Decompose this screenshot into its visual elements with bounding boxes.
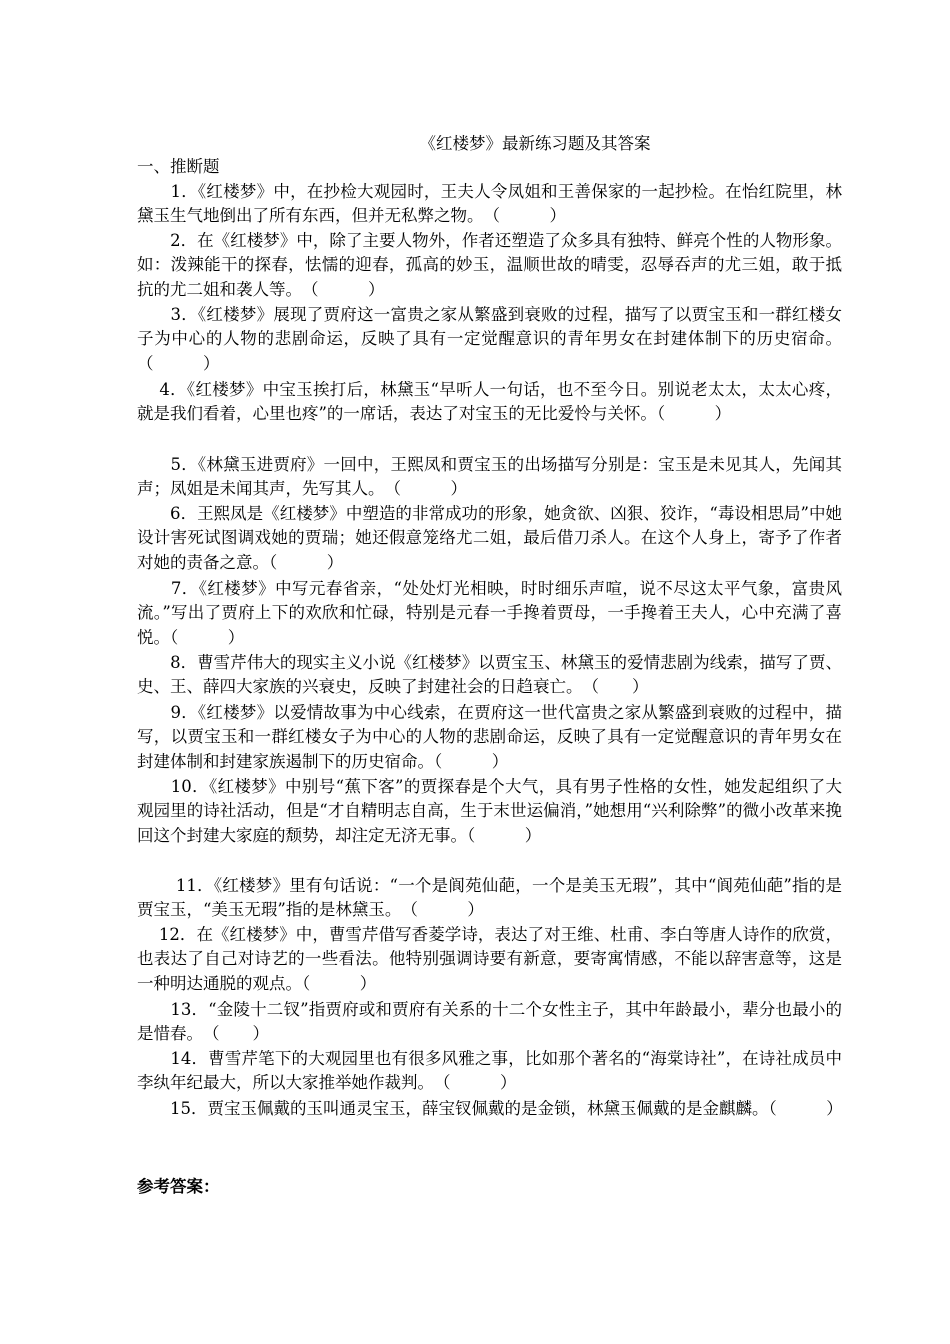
question-text: 13．“金陵十二钗”指贾府或和贾府有关系的十二个女性主子，其中年龄最小，辈分也最小的是惜春。 （ ） <box>137 1000 842 1044</box>
question-5 <box>137 453 842 502</box>
question-text: 8．曹雪芹伟大的现实主义小说《红楼梦》以贾宝玉、林黛玉的爱情悲剧为线索，描写了贾、史、王、薛四大家族的兴衰史，反映了封建社会的日趋衰亡。 （ ） <box>137 653 842 697</box>
question-1 <box>137 180 842 229</box>
question-15 <box>137 1097 842 1121</box>
document-title: 《红楼梦》最新练习题及其答案 <box>419 134 651 153</box>
question-9 <box>137 701 842 774</box>
question-6 <box>137 502 842 575</box>
question-4 <box>137 378 842 427</box>
question-text: 3．《红楼梦》展现了贾府这一富贵之家从繁盛到衰败的过程，描写了以贾宝玉和一群红楼女子为中心的人物的悲剧命运，反映了具有一定觉醒意识的青年男女在封建体制下的历史宿命。（ ） <box>137 305 842 373</box>
question-text: 2．在《红楼梦》中，除了主要人物外，作者还塑造了众多具有独特、鲜亮个性的人物形象。如：泼辣能干的探春，怯懦的迎春，孤高的妙玉，温顺世故的晴雯，忍辱吞声的尤三姐，敢于抵抗的尤二姐和袭人等。 （ ） <box>137 231 842 299</box>
question-2 <box>137 229 842 302</box>
question-text: 10．《红楼梦》中别号“蕉下客”的贾探春是个大气，具有男子性格的女性，她发起组织了大观园里的诗社活动，但是“才自精明志自高，生于末世运偏消，”她想用“兴利除弊”的微小改革来挽回这个封建大家庭的颓势，却注定无济无事。（ ） <box>137 777 842 845</box>
answers-heading: 参考答案： <box>137 1177 220 1196</box>
question-text: 5．《林黛玉进贾府》一回中，王熙凤和贾宝玉的出场描写分别是：宝玉是未见其人，先闻其声；凤姐是未闻其声，先写其人。 （ ） <box>137 455 842 499</box>
question-text: 7．《红楼梦》中写元春省亲，“处处灯光相映，时时细乐声喧，说不尽这太平气象，富贵风流。”写出了贾府上下的欢欣和忙碌，特别是元春一手搀着贾母，一手搀着王夫人，心中充满了喜悦。（ ） <box>137 579 842 647</box>
question-text: 11．《红楼梦》里有句话说：“一个是阆苑仙葩，一个是美玉无瑕”，其中“阆苑仙葩”指的是贾宝玉，“美玉无瑕”指的是林黛玉。 （ ） <box>137 876 842 920</box>
question-14 <box>137 1047 842 1096</box>
question-text: 6．王熙凤是《红楼梦》中塑造的非常成功的形象，她贪欲、凶狠、狡诈，“毒设相思局”中她设计害死试图调戏她的贾瑞；她还假意笼络尤二姐，最后借刀杀人。在这个人身上，寄予了作者对她的责备之意。（ ） <box>137 504 842 572</box>
question-7 <box>137 577 842 650</box>
question-text: 14．曹雪芹笔下的大观园里也有很多风雅之事，比如那个著名的“海棠诗社”，在诗社成员中李纨年纪最大，所以大家推举她作裁判。 （ ） <box>137 1049 842 1093</box>
question-10 <box>137 775 842 848</box>
question-text: 4．《红楼梦》中宝玉挨打后，林黛玉“早听人一句话，也不至今日。别说老太太，太太心疼，就是我们看着，心里也疼”的一席话，表达了对宝玉的无比爱怜与关怀。（ ） <box>137 380 842 424</box>
question-text: 15．贾宝玉佩戴的玉叫通灵宝玉，薛宝钗佩戴的是金锁，林黛玉佩戴的是金麒麟。（ ） <box>137 1099 843 1118</box>
question-12 <box>137 923 842 996</box>
question-8 <box>137 651 842 700</box>
question-text: 1．《红楼梦》中，在抄检大观园时，王夫人令凤姐和王善保家的一起抄检。在怡红院里，林黛玉生气地倒出了所有东西，但并无私弊之物。 （ ） <box>137 182 842 226</box>
section-heading: 一、推断题 <box>137 157 220 176</box>
question-13 <box>137 998 842 1047</box>
question-text: 12．在《红楼梦》中，曹雪芹借写香菱学诗，表达了对王维、杜甫、李白等唐人诗作的欣赏，也表达了自己对诗艺的一些看法。他特别强调诗要有新意，要寄寓情感，不能以辞害意等，这是一种明达通脱的观点。（ ） <box>137 925 842 993</box>
question-text: 9．《红楼梦》以爱情故事为中心线索，在贾府这一世代富贵之家从繁盛到衰败的过程中，描写，以贾宝玉和一群红楼女子为中心的人物的悲剧命运，反映了具有一定觉醒意识的青年男女在封建体制和封建家族遏制下的历史宿命。（ ） <box>137 703 842 771</box>
question-3 <box>137 303 842 376</box>
question-11 <box>137 874 842 923</box>
